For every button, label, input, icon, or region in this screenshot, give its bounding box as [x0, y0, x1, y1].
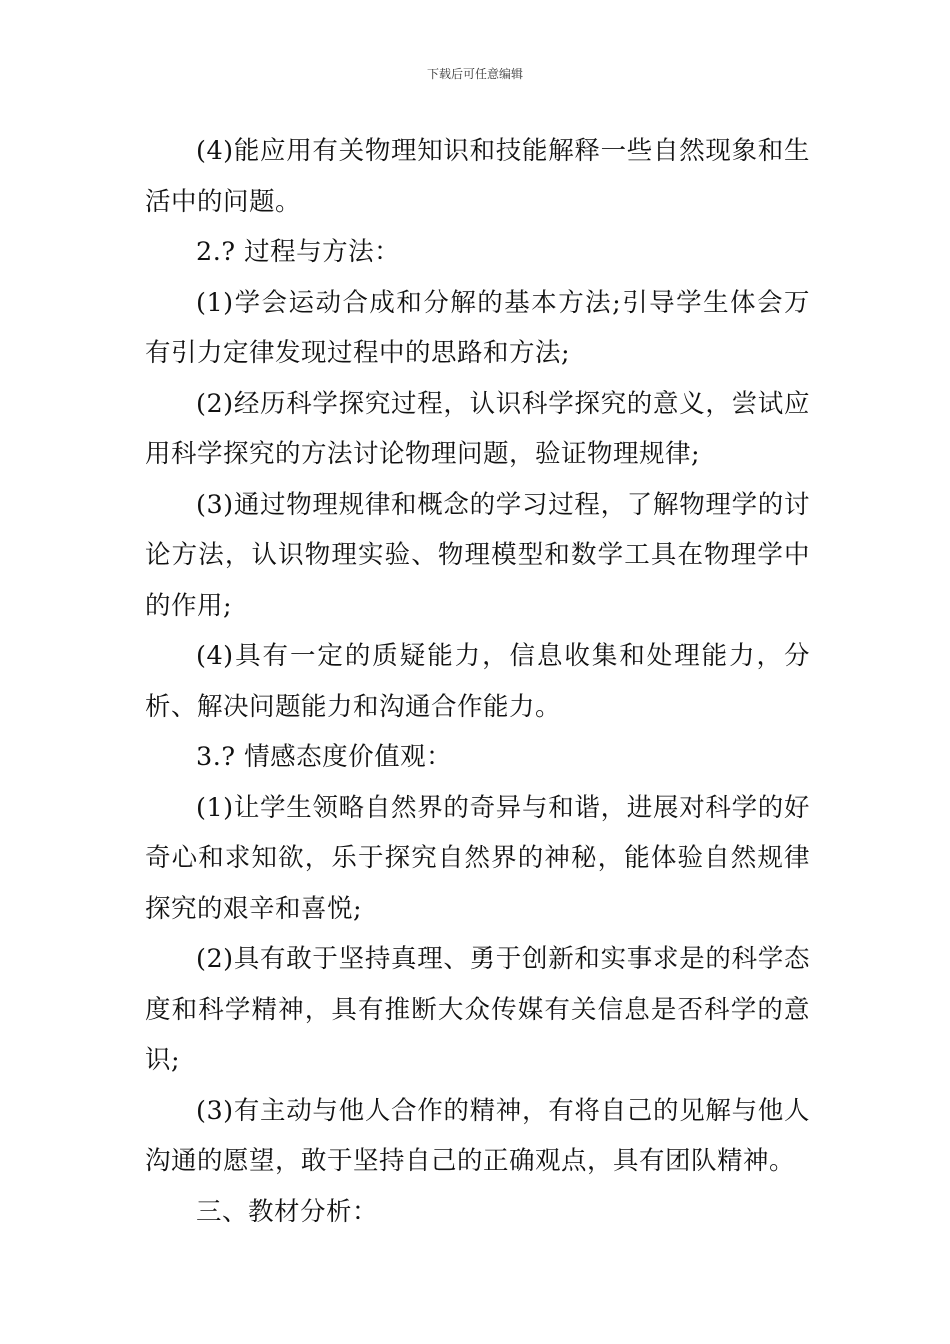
paragraph-teamwork: (3)有主动与他人合作的精神，有将自己的见解与他人沟通的愿望，敢于坚持自己的正确观点，具有团队精神。 [145, 1095, 810, 1176]
page-header: 下载后可任意编辑 [426, 67, 523, 81]
paragraph-scientific-inquiry: (2)经历科学探究过程，认识科学探究的意义，尝试应用科学探究的方法讨论物理问题，验证物理规律; [145, 388, 810, 469]
paragraph-questioning-ability: (4)具有一定的质疑能力，信息收集和处理能力，分析、解决问题能力和沟通合作能力。 [145, 641, 810, 722]
paragraph-nature-harmony: (1)让学生领略自然界的奇异与和谐，进展对科学的好奇心和求知欲，乐于探究自然界的神秘，能体验自然规律探究的艰辛和喜悦; [145, 792, 810, 924]
heading-emotional-values: 3.? 情感态度价值观： [196, 742, 453, 772]
paragraph-motion-synthesis: (1)学会运动合成和分解的基本方法;引导学生体会万有引力定律发现过程中的思路和方法; [145, 287, 810, 368]
heading-process-and-method: 2.? 过程与方法： [196, 237, 401, 267]
document-body [145, 126, 810, 1237]
paragraph-research-methods: (3)通过物理规律和概念的学习过程，了解物理学的讨论方法，认识物理实验、物理模型和数学工具在物理学中的作用; [145, 489, 810, 621]
paragraph-physics-application: (4)能应用有关物理知识和技能解释一些自然现象和生活中的问题。 [145, 136, 810, 217]
heading-textbook-analysis: 三、教材分析： [196, 1196, 379, 1227]
paragraph-scientific-attitude: (2)具有敢于坚持真理、勇于创新和实事求是的科学态度和科学精神，具有推断大众传媒有关信息是否科学的意识; [145, 944, 810, 1075]
